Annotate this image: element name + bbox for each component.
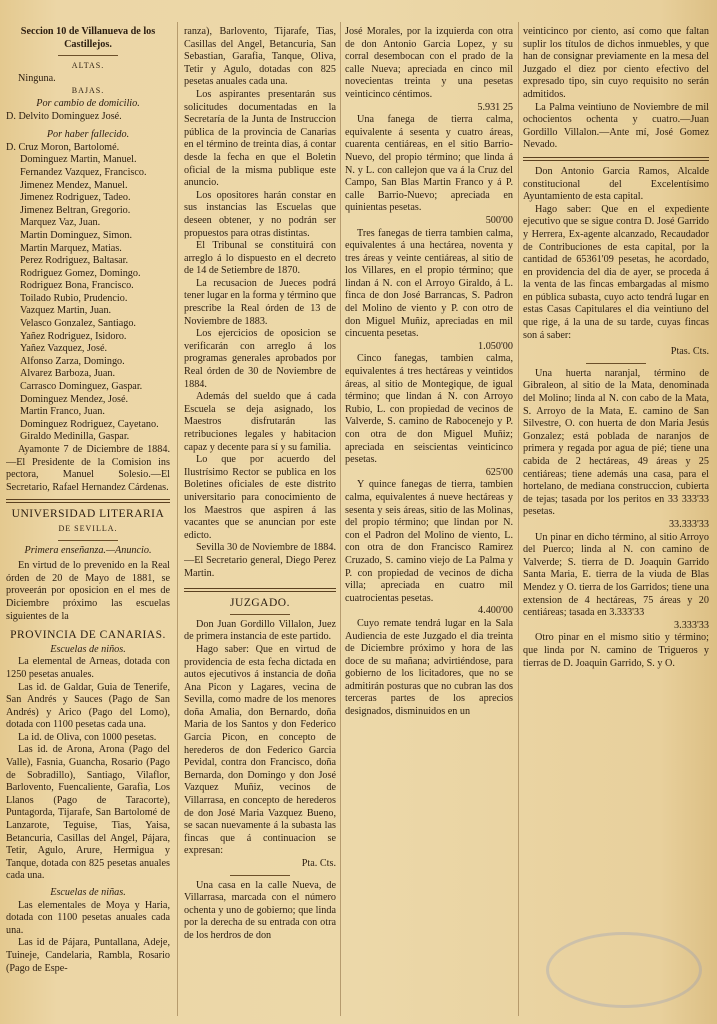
university-subtitle: Primera enseñanza.—Anuncio.: [24, 544, 152, 556]
double-rule: [6, 499, 170, 503]
paragraph: Don Antonio Garcia Ramos, Alcalde constitucional del Excelentísimo Ayuntamiento de esta capital.: [523, 165, 709, 203]
paragraph: Y quince fanegas de tierra, tambien calma, equivalentes á nueve hectáreas y sesenta y seis áreas, sitio de las Molinas, del propio término; que lindan por N. con el Padron del Molino de viento, L. con otra de don Francisco Ramirez Cruzado, S. camino viejo de La Palma y P. con propiedad de vecinos de dicha villa; apreciada en cuatro mil cuatrocientas pesetas.: [345, 479, 513, 604]
list-item: Jimenez Beltran, Gregorio.: [20, 204, 131, 216]
double-rule: [523, 157, 709, 161]
list-item: Dominguez Rodriguez, Cayetano.: [20, 418, 159, 430]
paragraph: La Palma veintiuno de Noviembre de mil ochocientos ochenta y cuatro.—Juan Gordillo Villalon.—Ante mí, José Gomez Nevado.: [523, 101, 709, 151]
amount: 500'00: [485, 214, 513, 226]
list-item: Vazquez Martin, Juan.: [20, 305, 112, 317]
university-intro: En virtud de lo prevenido en la Real órden de 20 de Mayo de 1881, se proveerán por oposicion en el mes de Diciembre próximo las escuelas siguientes de la: [6, 560, 170, 622]
altas-label: ALTAS.: [71, 61, 105, 71]
divider: [58, 55, 118, 56]
divider: [230, 614, 290, 615]
altas-value: Ninguna.: [18, 72, 56, 84]
library-stamp-watermark: [546, 932, 702, 1008]
ninas-label: Escuelas de niñas.: [50, 887, 126, 898]
list-item: Martin Dominguez, Simon.: [20, 229, 133, 241]
closing-signature: Ayamonte 7 de Diciembre de 1884.—El Presidente de la Comision ins pectora, Manuel Solesio.—El Secretario, Rafael Hernandez Cárdenas.: [6, 444, 170, 493]
amount: 3.333'33: [674, 619, 709, 631]
ninos-item: Las id. de Galdar, Guia de Tenerife, San Andrés y Sauces (Pago de San Andrés) y Arico (Pago del Lomo), dotada con 1100 pesetas cada una.: [6, 681, 170, 731]
university-title: UNIVERSIDAD LITERARIA: [11, 508, 165, 521]
column-2: [184, 26, 336, 1016]
paragraph: ranza), Barlovento, Tijarafe, Tias, Casillas del Angel, Betancuria, San Sebastian, Garafia, Tanque, Oliva, Tetir y Agulo, dotadas con 825 pesetas anuales cada una.: [184, 26, 336, 88]
paragraph: Los opositores harán constar en sus instancias las Escuelas que deseen obtener, y no podrán ser propuestos para otras distintas.: [184, 189, 336, 239]
double-rule: [184, 588, 336, 592]
paragraph: Don Juan Gordillo Villalon, Juez de primera instancia de este partido.: [184, 618, 336, 643]
list-item: Dominguez Mendez, José.: [20, 393, 129, 405]
list-item: Rodriguez Bona, Francisco.: [20, 280, 134, 292]
cambio-name: D. Delvito Dominguez José.: [6, 110, 122, 122]
list-item: Giraldo Medinilla, Gaspar.: [20, 431, 130, 443]
ninos-item: La id. de Oliva, con 1000 pesetas.: [18, 731, 157, 743]
list-item: Martin Marquez, Matias.: [20, 242, 122, 254]
paragraph: Lo que por acuerdo del Ilustrísimo Rector se publica en los Boletines oficiales de este distrito universitario para conocimiento de los Maestros que aspiren á las vacantes que se anuncian por este edicto.: [184, 454, 336, 541]
paragraph: Sevilla 30 de Noviembre de 1884.—El Secretario general, Diego Perez Martin.: [184, 542, 336, 579]
list-item: Martin Franco, Juan.: [20, 406, 105, 418]
list-item: Carrasco Dominguez, Gaspar.: [20, 381, 143, 393]
list-item: Jimenez Rodriguez, Tadeo.: [20, 192, 131, 204]
province-title: PROVINCIA DE CANARIAS.: [10, 629, 166, 642]
ptas-label: Pta. Cts.: [301, 858, 336, 869]
ninos-item: La elemental de Arneas, dotada con 1250 pesetas anuales.: [6, 656, 170, 680]
fallecido-list: [6, 142, 170, 444]
paragraph: veinticinco por ciento, así como que faltan suplir los títulos de dichos inmuebles, y que han de consignar previamente en la mesa del Juzgado el diez por ciento efectivo del expresado tipo, sin cuyo requisito no serán admitidos.: [523, 26, 709, 100]
paragraph: Hago saber: Que en el expediente ejecutivo que se sigue contra D. José Garrido y Herrera, Ex-agente alcanzado, Recaudador de Contribuciones de esta capital, por la cantidad de 65361'09 pesetas, he acordado, en providencia del dia de ayer, se proceda á la venta de las fincas embargadas al mismo en pública subasta, cuyo acto tendrá lugar en estas Casas Capitulares el dia veintiuno del que rige, á la una de su tarde, cuyas fincas son á saber:: [523, 203, 709, 341]
list-item: Yañez Rodriguez, Isidoro.: [20, 330, 127, 342]
list-item: Rodriguez Gomez, Domingo.: [20, 267, 141, 279]
paragraph: El Tribunal se constituirá con arreglo á lo dispuesto en el decreto de 14 de Setiembre de 1870.: [184, 240, 336, 277]
paragraph: Una fanega de tierra calma, equivalente á sesenta y cuatro áreas, cuarenta centiáreas, en el sitio Barrio-Nuevo, del propio término; que linda á N. y L. con callejon que va á la Cruz del Campo, San Blas Martin Franco y á P. calle Barrio-Nuevo; apreciada en quinientas pesetas.: [345, 114, 513, 214]
amount: 33.333'33: [668, 518, 709, 530]
paragraph: Una huerta naranjal, término de Gibraleon, al sitio de la Mata, denominada del Molino; linda al N. con cabo de la Mata, S. Arroyo de la Mata, E. camino de San Silvestre, O. con huerta de don Maria Jesús Gonzalez; está poblada de naranjos de primera y regada por agua de pié; tiene una cabida de 2 hectáreas, 49 áreas y 25 centiáreas; tiene además una casa, para el hortelano, de mediana construccion, cubierta de tejas; tasada por los peritos en 33 333'33 pesetas.: [523, 367, 709, 518]
column-3: [345, 26, 513, 1016]
ninos-label: Escuelas de niños.: [50, 643, 126, 655]
ptas-label: Ptas. Cts.: [670, 346, 709, 358]
column-1: [6, 26, 170, 1016]
university-city: DE SEVILLA.: [58, 523, 118, 533]
list-item: Fernandez Vazquez, Francisco.: [20, 166, 147, 178]
ninas-item: Las elementales de Moya y Haria, dotada con 1100 pesetas anuales cada una.: [6, 899, 170, 936]
list-item: Alfonso Zarza, Domingo.: [20, 355, 125, 367]
divider: [586, 363, 646, 364]
paragraph: Tres fanegas de tierra tambien calma, equivalentes á una hectárea, noventa y tres áreas y veinte centiáreas, al sitio de los Villares, en el propio término; que lindan á N. con el Arroyo Giraldo, á L. finca de don José Barrancas, S. Padron del Molino de viento y P. con otro de don Miguel Muñiz, apreciadas en mil cincuenta pesetas.: [345, 227, 513, 340]
paragraph: Los aspirantes presentarán sus solicitudes documentadas en la Secretaría de la Junta de Instruccion pública de la provincia de Canarias en el término de treinta dias, á contar desde la fecha en que el Boletin oficial de la misma publique este anuncio.: [184, 88, 336, 189]
paragraph: La recusacion de Jueces podrá tener lugar en la forma y término que prescribe la Real órden de 13 de Noviembre de 1883.: [184, 277, 336, 327]
paragraph: Cuyo remate tendrá lugar en la Sala Audiencia de este Juzgado el dia treinta de Diciembre próximo y hora de las doce de su mañana; advirtiéndose, para gobierno de los licitadores, que no se admitirán posturas que no cubran las dos terceras partes de los aprecios designados, disminuidos en un: [345, 617, 513, 718]
list-item: Toilado Rubio, Prudencio.: [20, 292, 128, 304]
paragraph: Otro pinar en el mismo sitio y término; que linda por N. camino de Trigueros y tierras de D. Joaquin Garrido, S. y O.: [523, 632, 709, 669]
list-item: Velasco Gonzalez, Santiago.: [20, 318, 136, 330]
juzgado-title: JUZGADO.: [230, 597, 290, 610]
column-4: [523, 26, 709, 1016]
column-rule: [340, 22, 341, 1016]
ninos-item: Las id. de Arona, Arona (Pago del Valle), Fasnia, Guancha, Rosario (Pago de Sobradillo), Santiago, Vilaflor, Barlovento, Fuencaliente, Garafia, Los Llanos (Pago de Taracorte), Puntagorda, Tijarafe, San Bartolomé de Lanzarote, Teguise, Tias, Yaisa, Betancuria, Casillas del Angel, Pájara, Tetir, Agulo, Arure, Hermigua y Tanque, dotada con 825 pesetas anuales cada una.: [6, 744, 170, 882]
paragraph: Un pinar en dicho término, al sitio Arroyo del Puerco; linda al N. con camino de Valverde; S. tierra de D. Joaquin Garrido Santa Maria, E. tierra de la viuda de Blas Mendez y O. tierra de los Garridos; tiene una extension de 4 hectáreas, 75 áreas y 20 centiáreas; tasada en 3.333'33: [523, 531, 709, 619]
amount: 625'00: [485, 466, 513, 478]
divider: [58, 540, 118, 541]
paragraph: Una casa en la calle Nueva, de Villarrasa, marcada con el número ochenta y uno de gobierno; que linda por la derecha de su entrada con otra de los herdros de don: [184, 879, 336, 941]
column-rule: [518, 22, 519, 1016]
paragraph: Los ejercicios de oposicion se verificarán con arreglo á los programas generales aprobados por Real órden de 30 de Noviembre de 1884.: [184, 328, 336, 390]
ninas-item: Las id de Pájara, Puntallana, Adeje, Tuineje, Candelaria, Rambla, Rosario (Pago de Espe-: [6, 937, 170, 974]
column-rule: [177, 22, 178, 1016]
list-item: Jimenez Mendez, Manuel.: [20, 179, 128, 191]
list-item: Marquez Vaz, Juan.: [20, 217, 101, 229]
paragraph: José Morales, por la izquierda con otra de don Antonio Garcia Lopez, y su corral desembocan con el prado de la calle Nueva; apreciada en cinco mil novecientas treinta y una pesetas veinticinco céntimos.: [345, 26, 513, 100]
section-title: Seccion 10 de Villanueva de los Castillejos.: [20, 26, 156, 50]
list-item: D. Cruz Moron, Bartolomé.: [6, 141, 120, 153]
amount: 1.050'00: [478, 340, 513, 352]
list-item: Alvarez Barboza, Juan.: [20, 368, 116, 380]
bajas-label: BAJAS.: [71, 86, 105, 96]
list-item: Perez Rodriguez, Baltasar.: [20, 255, 129, 267]
cambio-label: Por cambio de domicilio.: [36, 97, 140, 109]
amount: 5.931 25: [477, 101, 513, 113]
fallecido-label: Por haber fallecido.: [46, 129, 130, 141]
paragraph: Cinco fanegas, tambien calma, equivalentes á tres hectáreas y veintidos áreas, al sitio de Montegique, de igual término; que lindan á N. con Arroyo Rubio, L. con propiedad de vecinos de Valverde, S. camino de Rabocenejo y P. con otra de don Miguel Muñiz; apreciada en seiscientas veinticinco pesetas.: [345, 353, 513, 466]
paragraph: Hago saber: Que en virtud de providencia de esta fecha dictada en autos ejecutivos á instancia de doña Ana Picon y Lagares, vecina de Sevilla, como madre de los menores doña Amalia, don Bernardo, doña Maria de los Santos y don Federico Garcia Picon, en concepto de herederos de don Federico Garcia Pevidal, contra don Francisco, doña Bernarda, don Domingo y don José Vazquez Muñiz, vecinos de Villarrasa, en concepto de herederos de don José Maria Vazquez Bueno, se sacan nuevamente á la subasta las fincas que á continuacion se expresan:: [184, 643, 336, 857]
paragraph: Además del sueldo que á cada Escuela se deja asignado, los Maestros disfrutarán las retribuciones legales y habitacion capaz y decente para sí y su familia.: [184, 391, 336, 453]
amount: 4.400'00: [478, 605, 513, 617]
divider: [230, 875, 290, 876]
list-item: Yañez Vazquez, José.: [20, 343, 108, 355]
list-item: Dominguez Martin, Manuel.: [20, 154, 137, 166]
